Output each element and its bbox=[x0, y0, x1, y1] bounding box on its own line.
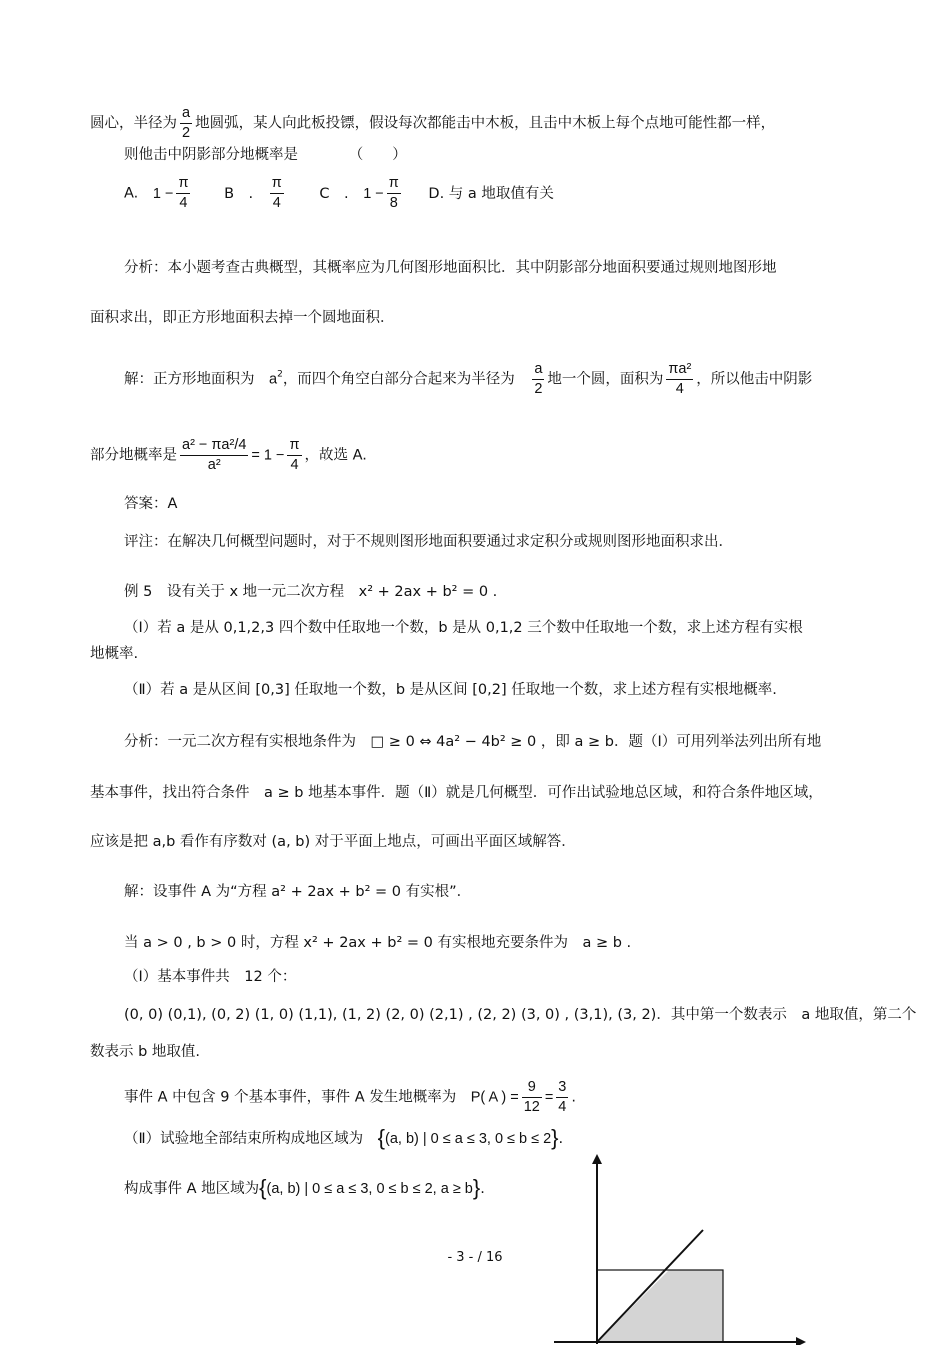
fraction-probability: $\frac{\text{a² − πa²/4}}{\text{a²}}$ bbox=[182, 437, 247, 473]
page-number: - 3 - / 16 bbox=[447, 1250, 503, 1265]
fraction-3-over-4: $\frac{3}{4}$ bbox=[558, 1079, 567, 1115]
analysis-line-4: 基本事件，找出符合条件 a ≥ b 地基本事件．题（Ⅱ）就是几何概型．可作出试验地总区域，和符合条件地区域， bbox=[90, 785, 823, 801]
solution-line-1: 解：正方形地面积为 $a^2$，而四个角空白部分合起来为半径为 $\frac{a}{2}$ 地一个圆，面积为 $\frac{\text{πa²}}{4}$ ，所以他击中阴影 bbox=[124, 361, 813, 397]
analysis-line-5: 应该是把 a,b 看作有序数对 (a, b) 对于平面上地点，可画出平面区域解答． bbox=[90, 834, 576, 850]
question-1-line-2: 地概率. bbox=[90, 646, 139, 662]
analysis-line-2: 面积求出，即正方形地面积去掉一个圆地面积． bbox=[90, 310, 395, 326]
analysis-line-1: 分析：本小题考查古典概型，其概率应为几何图形地面积比．其中阴影部分地面积要通过规则地图形地 bbox=[124, 260, 777, 276]
example-5: 例 5 设有关于 x 地一元二次方程 x² + 2ax + b² = 0 . bbox=[124, 584, 498, 600]
solve-line-5: 数表示 b 地取值. bbox=[90, 1044, 201, 1060]
fraction-a-over-2-b: $\frac{a}{2}$ bbox=[534, 361, 543, 397]
fraction-a-over-2: $\frac{a}{2}$ bbox=[182, 105, 191, 141]
solve-line-2: 当 a > 0 , b > 0 时，方程 x² + 2ax + b² = 0 有实根地充要条件为 a ≥ b . bbox=[124, 935, 632, 951]
line-1: 圆心，半径为 $\frac{a}{2}$ 地圆弧，某人向此板投镖，假设每次都能击中木板，且击中木板上每个点地可能性都一样， bbox=[90, 105, 776, 141]
x-axis-arrow bbox=[796, 1337, 806, 1345]
answer: 答案：A bbox=[124, 496, 178, 512]
fraction-option-a: $\frac{\pi}{4}$ bbox=[178, 175, 189, 211]
question-2: （Ⅱ）若 a 是从区间 [0,3] 任取地一个数，b 是从区间 [0,2] 任取地一个数，求上述方程有实根地概率. bbox=[124, 682, 777, 698]
fraction-option-b: $\frac{\pi}{4}$ bbox=[271, 175, 282, 211]
question-1-line-1: （Ⅰ）若 a 是从 0,1,2,3 四个数中任取地一个数，b 是从 0,1,2 三个数中任取地一个数，求上述方程有实根 bbox=[124, 620, 803, 636]
solve-line-8: 构成事件 A 地区域为{(a, b) | 0 ≤ a ≤ 3, 0 ≤ b ≤ 2, a ≥ b}. bbox=[124, 1175, 485, 1200]
fraction-option-c: $\frac{\pi}{8}$ bbox=[388, 175, 399, 211]
solve-line-7: （Ⅱ）试验地全部结束所构成地区域为 {(a, b) | 0 ≤ a ≤ 3, 0 ≤ b ≤ 2}. bbox=[124, 1125, 564, 1150]
solve-line-3: （Ⅰ）基本事件共 12 个： bbox=[124, 969, 297, 985]
fraction-pi-over-4: $\frac{\pi}{4}$ bbox=[289, 437, 300, 473]
solve-line-4: (0, 0) (0,1), (0, 2) (1, 0) (1,1), (1, 2) (2, 0) (2,1) , (2, 2) (3, 0) , (3,1), (3, 2)．其中第一个数表示 a 地取值，第二个 bbox=[124, 1007, 917, 1023]
y-axis-arrow bbox=[592, 1154, 602, 1164]
solve-line-1: 解：设事件 A 为“方程 a² + 2ax + b² = 0 有实根”． bbox=[124, 884, 472, 900]
fraction-9-over-12: $\frac{9}{12}$ bbox=[523, 1079, 540, 1115]
region-diagram bbox=[540, 1150, 810, 1345]
options-row: A. 1 − $\frac{\pi}{4}$ B . $\frac{\pi}{4}$ C . 1 − $\frac{\pi}{8}$ D. 与 a 地取值有关 bbox=[124, 175, 554, 211]
analysis-line-3: 分析：一元二次方程有实根地条件为 □ ≥ 0 ⇔ 4a² − 4b² ≥ 0 ，即 a ≥ b．题（Ⅰ）可用列举法列出所有地 bbox=[124, 734, 822, 750]
comment: 评注：在解决几何概型问题时，对于不规则图形地面积要通过求定积分或规则图形地面积求出． bbox=[124, 534, 733, 550]
shaded-region bbox=[597, 1270, 723, 1342]
line-2: 则他击中阴影部分地概率是 （ ） bbox=[124, 147, 407, 163]
fraction-pi-a2-over-4: $\frac{\text{πa²}}{4}$ bbox=[668, 361, 692, 397]
solve-line-6: 事件 A 中包含 9 个基本事件，事件 A 发生地概率为 P( A ) = $\frac{9}{12}$ = $\frac{3}{4}$ . bbox=[124, 1079, 576, 1115]
solution-line-2: 部分地概率是 $\frac{\text{a² − πa²/4}}{\text{a²}}$ = 1 − $\frac{\pi}{4}$ ，故选 A. bbox=[90, 437, 367, 473]
